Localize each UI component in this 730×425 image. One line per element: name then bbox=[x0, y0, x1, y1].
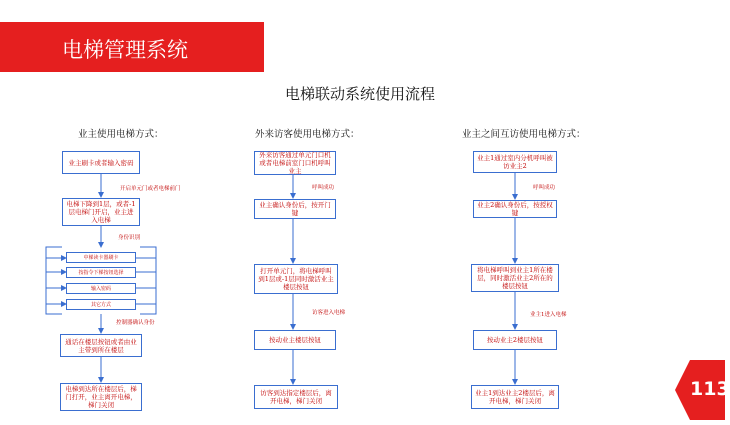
flow-step-box: 按动业主2楼层按钮 bbox=[473, 330, 557, 350]
page-number: 113 bbox=[690, 378, 730, 400]
page-title: 电梯联动系统使用流程 bbox=[284, 85, 435, 103]
flow-step-box: 外来访客通过单元门口机或者电梯前室门口机呼叫业主 bbox=[254, 151, 336, 175]
flow-step-box: 业主确认身份后，按开门键 bbox=[254, 199, 336, 219]
flow-note: 身份识别 bbox=[118, 235, 141, 241]
method-box: 输入密码 bbox=[66, 283, 136, 294]
flow-step-box: 业主1通过室内分机呼叫被访业主2 bbox=[473, 151, 557, 173]
method-box: 其它方式 bbox=[66, 299, 136, 310]
flow-note: 呼叫成功 bbox=[312, 185, 335, 191]
flow-note: 开启单元门或者电梯前门 bbox=[120, 186, 181, 192]
flow-note: 业主1进入电梯 bbox=[530, 312, 567, 318]
column-title-visitor: 外来访客使用电梯方式： bbox=[255, 129, 360, 140]
flow-step-box: 按动业主楼层按钮 bbox=[254, 330, 336, 350]
column-title-owner: 业主使用电梯方式： bbox=[78, 129, 164, 140]
method-box: 中梯读卡器刷卡 bbox=[66, 252, 136, 263]
app-title: 电梯管理系统 bbox=[62, 38, 188, 62]
flow-step-box: 电梯下降到1层，或者-1层电梯门开启，业主进入电梯 bbox=[62, 198, 140, 226]
column-title-mutual: 业主之间互访使用电梯方式： bbox=[462, 129, 586, 140]
flow-note: 访客进入电梯 bbox=[312, 310, 346, 316]
flow-step-box: 通话在楼层按钮或者由业主带到所在楼层 bbox=[60, 334, 142, 357]
flow-step-box: 将电梯呼叫到业主1所在楼层，同时激活业主2所在的楼层按钮 bbox=[471, 264, 559, 292]
flow-step-box: 业主2确认身份后，按授权键 bbox=[473, 200, 557, 218]
flow-step-box: 打开单元门，将电梯呼叫到1层或-1层同时激活业主楼层按钮 bbox=[254, 264, 338, 294]
flow-step-box: 业主1到达业主2楼层后，离开电梯，梯门关闭 bbox=[471, 385, 559, 409]
flow-step-box: 业主刷卡或者输入密码 bbox=[62, 151, 140, 174]
flow-note: 控制器确认身份 bbox=[116, 320, 155, 326]
flow-step-box: 电梯到达所在楼层后，梯门打开，业主离开电梯，梯门关闭 bbox=[60, 383, 142, 411]
flow-note: 呼叫成功 bbox=[533, 185, 556, 191]
method-box: 按指令下梯按钮选择 bbox=[66, 267, 136, 278]
flow-step-box: 访客到达指定楼层后，离开电梯，梯门关闭 bbox=[254, 385, 338, 409]
